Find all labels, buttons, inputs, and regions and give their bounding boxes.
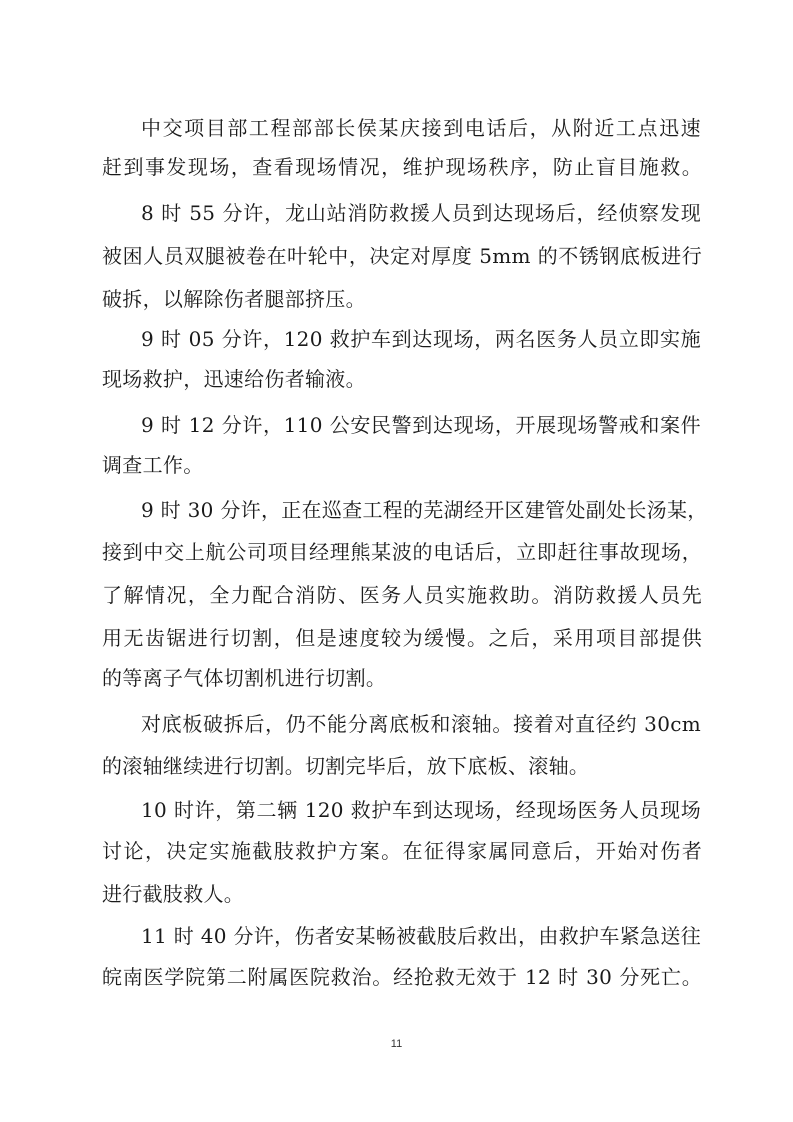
paragraph-5-line-3: 了解情况，全力配合消防、医务人员实施救助。消防救援人员先 [102,583,702,607]
paragraph-5-line-1: 9 时 30 分许，正在巡查工程的芜湖经开区建管处副处长汤某， [141,498,708,522]
paragraph-4-line-2: 调查工作。 [102,453,204,477]
paragraph-7-line-1: 10 时许，第二辆 120 救护车到达现场，经现场医务人员现场 [141,798,701,822]
paragraph-6-line-1: 对底板破拆后，仍不能分离底板和滚轴。接着对直径约 30cm [141,712,701,736]
paragraph-6-line-2: 的滚轴继续进行切割。切割完毕后，放下底板、滚轴。 [102,754,590,778]
paragraph-2-line-3: 破拆，以解除伤者腿部挤压。 [102,287,366,311]
paragraph-2-line-1: 8 时 55 分许，龙山站消防救援人员到达现场后，经侦察发现 [141,201,701,225]
paragraph-3-line-2: 现场救护，迅速给伤者输液。 [102,367,366,391]
paragraph-8-line-1: 11 时 40 分许，伤者安某畅被截肢后救出，由救护车紧急送往 [141,924,701,948]
paragraph-3-line-1: 9 时 05 分许，120 救护车到达现场，两名医务人员立即实施 [141,327,701,351]
paragraph-5-line-4: 用无齿锯进行切割，但是速度较为缓慢。之后，采用项目部提供 [102,626,702,650]
paragraph-8-line-2: 皖南医学院第二附属医院救治。经抢救无效于 12 时 30 分死亡。 [102,965,702,989]
paragraph-1-line-1: 中交项目部工程部部长侯某庆接到电话后，从附近工点迅速 [141,116,701,140]
paragraph-2-line-2: 被困人员双腿被卷在叶轮中，决定对厚度 5mm 的不锈钢底板进行 [102,244,702,268]
paragraph-5-line-5: 的等离子气体切割机进行切割。 [102,666,387,690]
paragraph-1-line-2: 赶到事发现场，查看现场情况，维护现场秩序，防止盲目施救。 [102,155,702,179]
paragraph-7-line-2: 讨论，决定实施截肢救护方案。在征得家属同意后，开始对伤者 [102,839,702,863]
paragraph-5-line-2: 接到中交上航公司项目经理熊某波的电话后，立即赶往事故现场， [102,540,702,564]
paragraph-4-line-1: 9 时 12 分许，110 公安民警到达现场，开展现场警戒和案件 [141,413,701,437]
paragraph-7-line-3: 进行截肢救人。 [102,882,245,906]
page-number: 11 [390,1038,403,1050]
